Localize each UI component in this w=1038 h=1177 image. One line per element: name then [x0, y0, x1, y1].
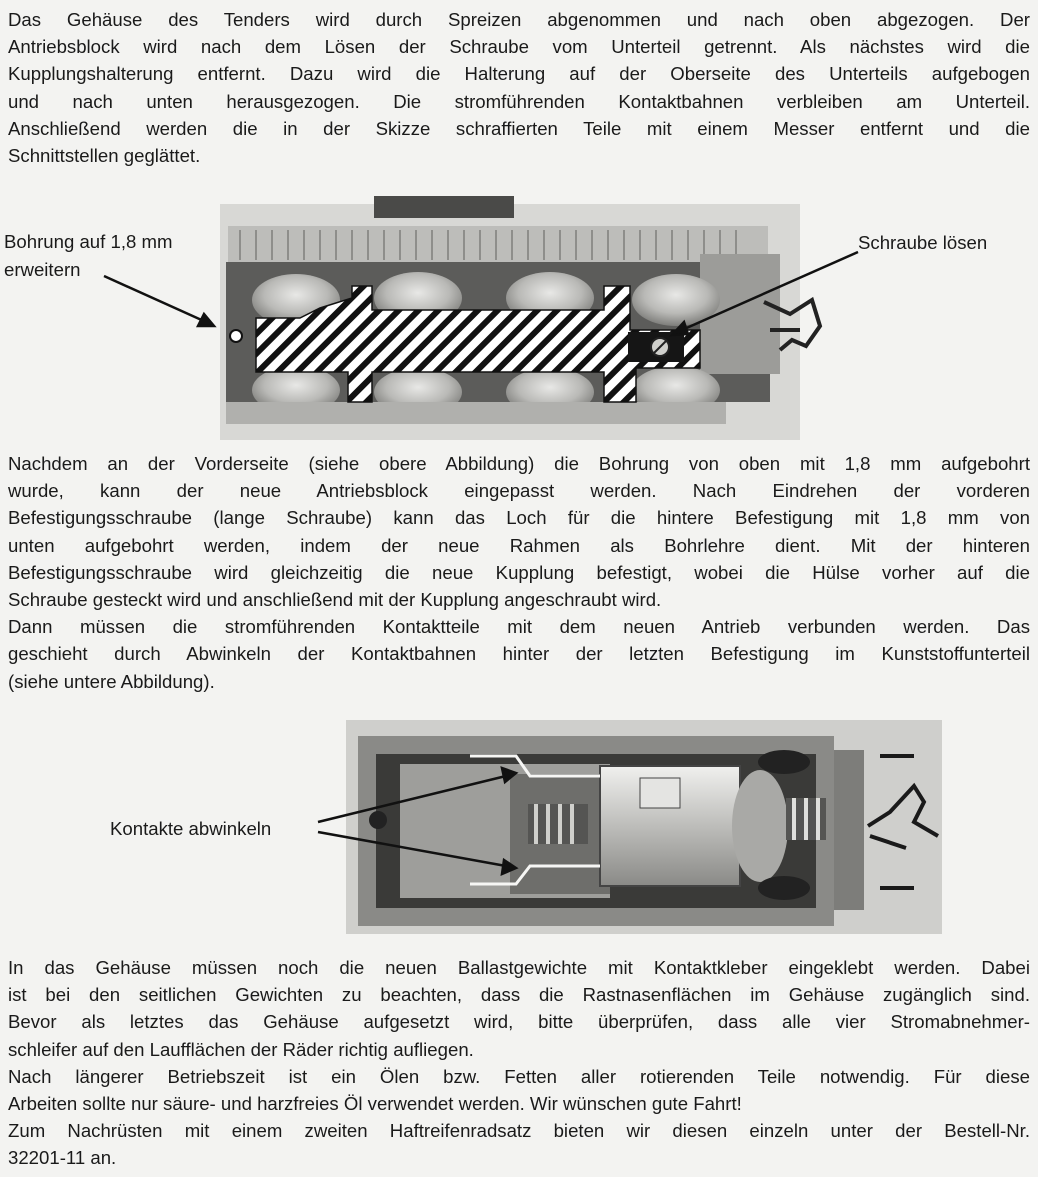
text-line: Antriebsblock wird nach dem Lösen der Schraube vom Unterteil getrennt. Als nächstes wird die: [8, 36, 1030, 58]
text-line: Befestigungsschraube (lange Schraube) kann das Loch für die hintere Befestigung mit 1,8 mm von: [8, 507, 1030, 529]
text-line: geschieht durch Abwinkeln der Kontaktbahnen hinter der letzten Befestigung im Kunststoffunterteil: [8, 643, 1030, 665]
paragraph-final: [8, 954, 1030, 1172]
text-line: unten aufgebohrt werden, indem der neue Rahmen als Bohrlehre dient. Mit der hinteren: [8, 534, 1030, 556]
text-line: ist bei den seitlichen Gewichten zu beachten, dass die Rastnasenflächen im Gehäuse zugänglich sind.: [8, 984, 1030, 1006]
text-line: schleifer auf den Laufflächen der Räder richtig aufliegen.: [8, 1038, 474, 1060]
figure-tender-chassis: [0, 190, 1038, 440]
text-line: Das Gehäuse des Tenders wird durch Spreizen abgenommen und nach oben abgezogen. Der: [8, 9, 1030, 30]
text-line: und nach unten herausgezogen. Die stromführenden Kontaktbahnen verbleiben am Unterteil.: [8, 90, 1030, 112]
text-line: Nach längerer Betriebszeit ist ein Ölen bzw. Fetten aller rotierenden Teile notwendig. Für diese: [8, 1065, 1030, 1087]
label-kontakte: Kontakte abwinkeln: [110, 818, 272, 839]
text-line: In das Gehäuse müssen noch die neuen Ballastgewichte mit Kontaktkleber eingeklebt werden. Dabei: [8, 957, 1030, 978]
text-line: Befestigungsschraube wird gleichzeitig die neue Kupplung befestigt, wobei die Hülse vorher auf die: [8, 561, 1030, 583]
text-line: Dann müssen die stromführenden Kontaktteile mit dem neuen Antrieb verbunden werden. Das: [8, 616, 1030, 638]
text-line: Nachdem an der Vorderseite (siehe obere Abbildung) die Bohrung von oben mit 1,8 mm aufgebohrt: [8, 453, 1030, 474]
text-line: Bevor als letztes das Gehäuse aufgesetzt wird, bitte überprüfen, dass alle vier Stromabnehmer-: [8, 1011, 1030, 1033]
label-schraube: Schraube lösen: [858, 232, 988, 253]
text-line: Zum Nachrüsten mit einem zweiten Haftreifenradsatz bieten wir diesen einzeln unter der Bestell-Nr.: [8, 1120, 1030, 1142]
text-line: Schnittstellen geglättet.: [8, 145, 201, 167]
text-line: wurde, kann der neue Antriebsblock eingepasst werden. Nach Eindrehen der vorderen: [8, 480, 1030, 502]
label-bohrung-line1: Bohrung auf 1,8 mm: [4, 231, 173, 252]
paragraph-assembly: [8, 450, 1030, 695]
paragraph-intro: [8, 6, 1030, 169]
text-line: (siehe untere Abbildung).: [8, 670, 215, 692]
text-line: Anschließend werden die in der Skizze schraffierten Teile mit einem Messer entfernt und die: [8, 117, 1030, 139]
text-line: 32201-11 an.: [8, 1147, 117, 1169]
text-line: Schraube gesteckt wird und anschließend mit der Kupplung angeschraubt wird.: [8, 589, 662, 611]
label-bohrung-line2: erweitern: [4, 259, 81, 280]
text-line: Arbeiten sollte nur säure- und harzfreies Öl verwendet werden. Wir wünschen gute Fahrt!: [8, 1093, 742, 1115]
text-line: Kupplungshalterung entfernt. Dazu wird die Halterung auf der Oberseite des Unterteils aufgebogen: [8, 63, 1030, 85]
